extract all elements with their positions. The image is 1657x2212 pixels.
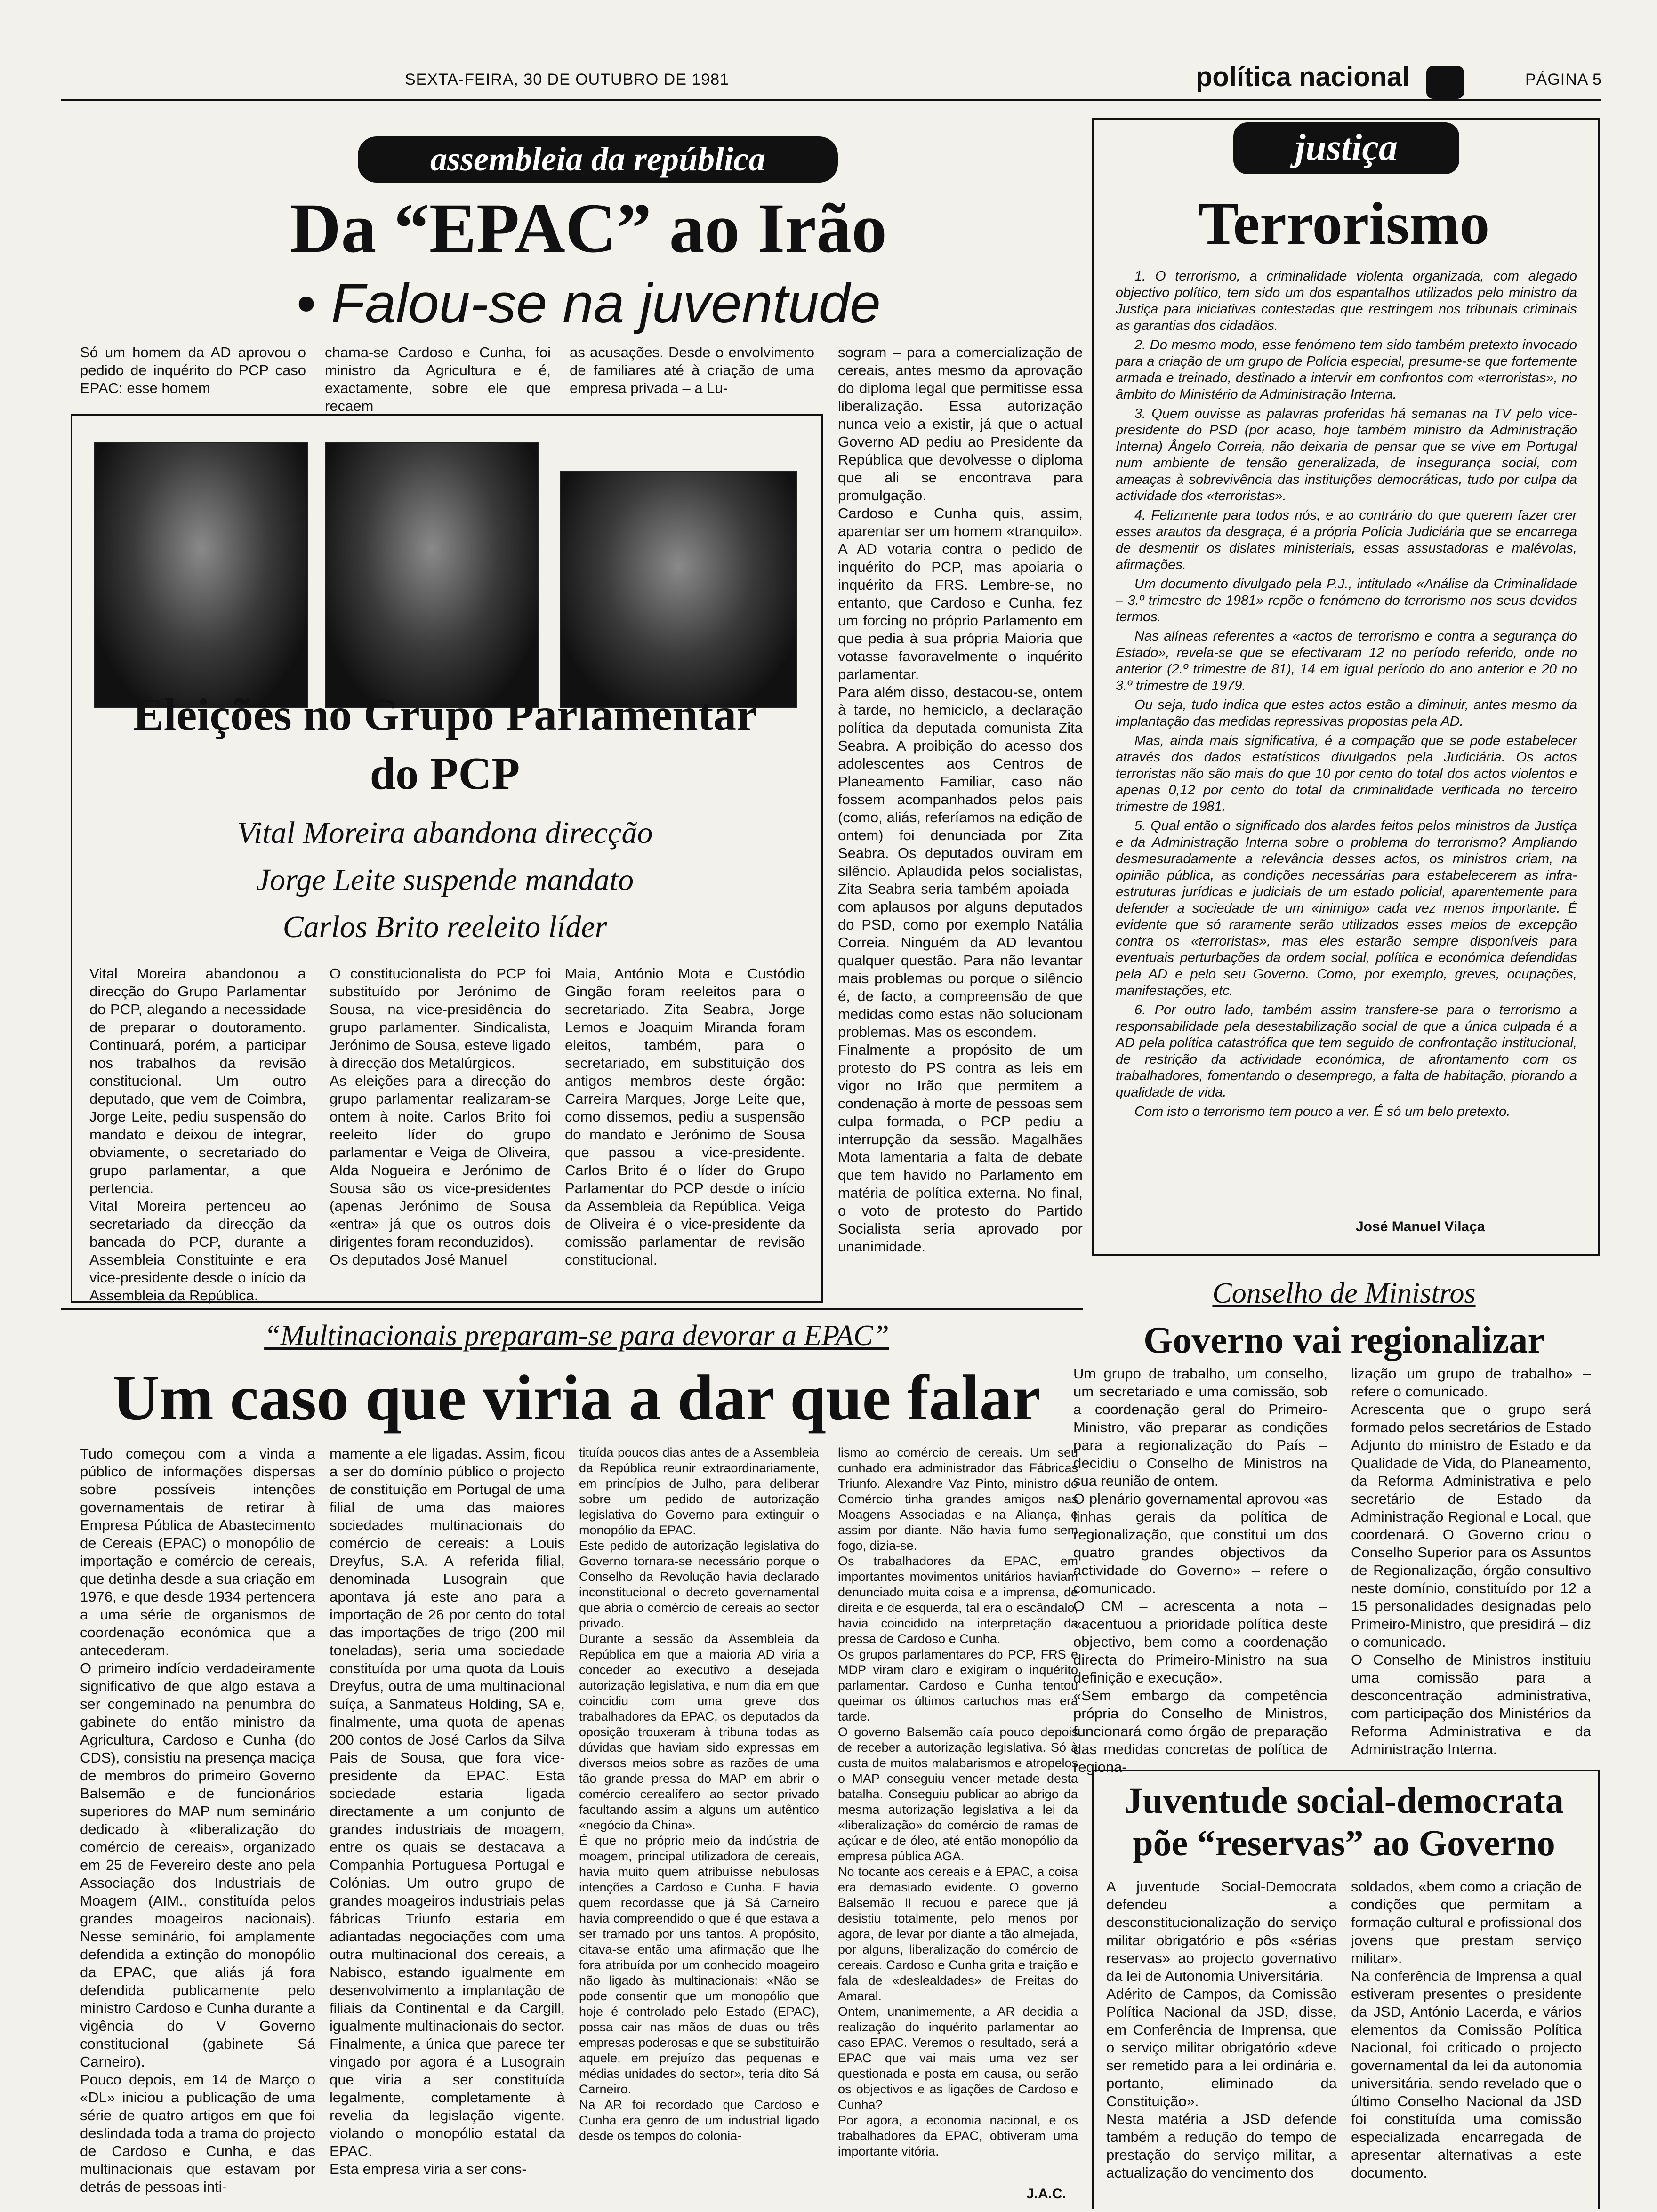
- epac-col-1: Tudo começou com a vinda a público de informações dispersas sobre possíveis intenções governamentais de retirar à Empresa Pública de Abastecimento de Cereais (EPAC) o monopólio de importação e comércio de cereais, que detinha desde a sua criação em 1976, e que desde 1934 pertencera a uma série de organismos de coordenação económica que a antecederam. O primeiro indício verdadeiramente significativo de que algo estava a ser congeminado na penumbra do gabinete do então ministro da Agricultura, Cardoso e Cunha (do CDS), consistiu na presença maciça de membros do primeiro Governo Balsemão e de funcionários superiores do MAP num seminário dedicado à «liberalização do comércio de cereais», organizado em 25 de Fevereiro deste ano pela Associação dos Industriais de Moagem (AIM., constituída pelos grandes moageiros nacionais). Nesse seminário, foi amplamente defendida a extinção do monopólio da EPAC, que aliás já fora defendida publicamente pelo ministro Cardoso e Cunha durante a vigência do V Governo constitucional (gabinete Sá Carneiro). Pouco depois, em 14 de Março o «DL» iniciou a publicação de uma série de quatro artigos em que foi deslindada toda a trama do projecto de Cardoso e Cunha, e das multinacionais que estavam por detrás de pessoas inti-: [80, 1445, 315, 2195]
- terrorismo-paragraph: Um documento divulgado pela P.J., intitulado «Análise da Criminalidade – 3.º trimestre de 1981» repõe o fenómeno do terrorismo nos seus devidos termos.: [1116, 577, 1577, 625]
- epac-col-3: tituída poucos dias antes de a Assembleia da República reunir extraordinariamente, em princípios de Julho, para deliberar sobre um pedido de autorização legislativa do Governo para extinguir o monopólio da EPAC. Este pedido de autorização legislativa do Governo tornara-se necessário porque o Conselho da Revolução havia declarado inconstitucional o decreto governamental que abria o comércio de cereais ao sector privado. Durante a sessão da Assembleia da República em que a maioria AD viria a conceder ao executivo a desejada autorização legislativa, e num dia em que coincidiu com uma greve dos trabalhadores da EPAC, os deputados da oposição trouxeram à tribuna todas as dúvidas que haviam sido expressas em diversos meios sobre as razões de uma tão grande pressa do MAP em abrir o comércio cerealífero ao sector privado facultando assim a alguns um autêntico «negócio da China». É que no próprio meio da indústria de moagem, principal utilizadora de cereais, havia muito quem atribuísse nebulosas intenções a Cardoso e Cunha. E havia quem recordasse que já Sá Carneiro havia compreendido o que é que estava a ser tramado por uns tantos. A propósito, citava-se então uma afirmação que lhe fora atribuída por um conhecido moageiro não ligado às multinacionais: «Não se pode consentir que um monopólio que hoje é controlado pelo Estado (EPAC), possa cair nas mãos de duas ou três empresas poderosas e que se substituirão aquele, em prejuízo das pequenas e médias unidades do sector», teria dito Sá Carneiro. Na AR foi recordado que Cardoso e Cunha era genro de um industrial ligado desde os tempos do colonia-: [579, 1445, 819, 2143]
- pcp-headline-1: Eleições no Grupo Parlamentar: [133, 689, 757, 740]
- pcp-col-1: Vital Moreira abandonou a direcção do Grupo Parlamentar do PCP, alegando a necessidade de preparar o doutoramento. Continuará, porém, a participar nos trabalhos da revisão constitucional. Um outro deputado, que vem de Coimbra, Jorge Leite, pediu suspensão do mandato e deixou de integrar, obviamente, o secretariado do grupo parlamentar, a que pertencia. Vital Moreira pertenceu ao secretariado da direcção da bancada do PCP, durante a Assembleia Constituinte e era vice-presidente desde o início da Assembleia da República.: [89, 965, 306, 1304]
- pcp-headline-2: do PCP: [370, 748, 520, 799]
- terrorismo-paragraph: 1. O terrorismo, a criminalidade violenta organizada, com alegado objectivo político, tem sido um dos espantalhos utilizados pelo ministro da Justiça para iniciativas contestadas que restringem nos tribunais criminais as garantias dos cidadãos.: [1116, 269, 1577, 333]
- epac-headline: Um caso que viria a dar que falar: [113, 1362, 1041, 1434]
- terrorismo-paragraph: 4. Felizmente para todos nós, e ao contrário do que querem fazer crer esses arautos da desgraça, é a própria Polícia Judiciária que se encarrega de desmentir os dislates ministeriais, essas assustadoras e malévolas, afirmações.: [1116, 508, 1577, 572]
- terrorismo-author: José Manuel Vilaça: [1356, 1219, 1485, 1234]
- pcp-subhead-1: Vital Moreira abandona direcção: [237, 816, 653, 850]
- section-logo-icon: [1426, 66, 1464, 99]
- terrorismo-paragraph: Nas alíneas referentes a «actos de terrorismo e contra a segurança do Estado», revela-se que se efectivaram 12 no período referido, onde no anterior (2.º trimestre de 81), 14 em igual período do ano anterior e 20 no 3.º trimestre de 1979.: [1116, 629, 1577, 693]
- juventude-col-1: A juventude Social-Democrata defendeu a desconstitucionalização do serviço militar obrigatório e pôs «sérias reservas» ao projecto governativo da lei de Autonomia Universitária. Adérito de Campos, da Comissão Política Nacional da JSD, disse, em Conferência de Imprensa, que o serviço militar obrigatório «deve ser remetido para a lei ordinária e, portanto, eliminado da Constituição». Nesta matéria a JSD defende também a redução do tempo de prestação do serviço militar, a actualização do vencimento dos: [1106, 1878, 1337, 2181]
- terrorismo-paragraph: Com isto o terrorismo tem pouco a ver. É só um belo pretexto.: [1134, 1104, 1511, 1119]
- assembleia-col-4: sogram – para a comercialização de cereais, antes mesmo da aprovação do diploma legal que permitisse essa liberalização. Essa autorização nunca veio a existir, já que o actual Governo AD pediu ao Presidente da República que devolvesse o diploma que ali se encontrava para promulgação. Cardoso e Cunha quis, assim, aparentar ser um homem «tranquilo». A AD votaria contra o pedido de inquérito do PCP, mas apoiaria o inquérito da FRS. Lembre-se, no entanto, que Cardoso e Cunha, fez um forcing no próprio Parlamento em que pedia à sua própria Maioria que votasse favoravelmente o inquérito parlamentar. Para além disso, destacou-se, ontem à tarde, no hemiciclo, a declaração política da deputada comunista Zita Seabra. A proibição do acesso dos adolescentes aos Centros de Planeamento Familiar, caso não fossem acompanhados pelos pais (como, aliás, referíamos na edição de ontem) foi denunciada por Zita Seabra. Os deputados ouviram em silêncio. Aplaudida pelos socialistas, Zita Seabra seria também apoiada – com aplausos por alguns deputados do PSD, como por exemplo Natália Correia. Ninguém da AD levantou qualquer questão. Para não levantar mais problemas ou porque o silêncio é, de facto, a compreensão de que medidas como estas não solucionam problemas. Mas os escondem. Finalmente a propósito de um protesto do PS contra as leis em vigor no Irão que permitem a condenação à morte de pessoas sem culpa formada, o PCP pediu a interrupção da sessão. Magalhães Mota lamentaria a falta de debate que tem havido no Parlamento em matéria de política externa. No final, o voto de protesto do Partido Socialista seria aprovado por unanimidade.: [838, 344, 1083, 1255]
- conselho-kicker: Conselho de Ministros: [1212, 1277, 1476, 1309]
- photo-vital-moreira: [94, 442, 308, 708]
- pcp-subhead-3: Carlos Brito reeleito líder: [282, 910, 607, 944]
- page-date: SEXTA-FEIRA, 30 DE OUTUBRO DE 1981: [405, 71, 729, 88]
- juventude-headline-1: Juventude social-democrata: [1124, 1780, 1564, 1821]
- epac-iran-headline: Da “EPAC” ao Irão: [290, 189, 887, 267]
- photo-carlos-brito: [560, 471, 797, 708]
- epac-kicker: “Multinacionais preparam-se para devorar a EPAC”: [264, 1320, 889, 1352]
- assembleia-col-1: Só um homem da AD aprovou o pedido de inquérito do PCP caso EPAC: esse homem: [80, 344, 306, 396]
- conselho-headline: Governo vai regionalizar: [1143, 1320, 1544, 1361]
- pcp-col-2: O constitucionalista do PCP foi substituído por Jerónimo de Sousa, na vice-presidência do grupo parlamenter. Sindicalista, Jerónimo de Sousa, esteve ligado à direcção dos Metalúrgicos. As eleições para a direcção do grupo parlamentar realizaram-se ontem à noite. Carlos Brito foi reeleito líder do grupo parlamentar e Veiga de Oliveira, Alda Nogueira e Jerónimo de Sousa são os vice-presidentes (apenas Jerónimo de Sousa «entra» já que os outros dois dirigentes foram reconduzidos). Os deputados José Manuel: [330, 965, 551, 1268]
- terrorismo-paragraph: 5. Qual então o significado dos alardes feitos pelos ministros da Justiça e da Administração Interna sobre o problema do terrorismo? Ampliando desmesuradamente a relevância desses actos, os ministros criam, na opinião pública, as condições necessárias para estabelecerem as infra-estruturas jurídicas e judiciais de um estado policial, aparentemente para defender a sociedade de um «inimigo» cada vez menos importante. É evidente que só raramente serão utilizados esses meios de excepção contra os «terroristas», mas eles estarão sempre disponíveis para eventuais perturbações da ordem social, política e económica defendidas pela AD e pelo seu Governo. Como, por exemplo, greves, ocupações, manifestações, etc.: [1116, 818, 1577, 998]
- conselho-col-2: lização um grupo de trabalho» – refere o comunicado. Acrescenta que o grupo será formado pelos secretários de Estado Adjunto do ministro de Estado e da Qualidade de Vida, do Planeamento, da Reforma Administrativa e pelo secretário de Estado da Administração Regional e Local, que coordenará. O Governo criou o Conselho Superior para os Assuntos de Regionalização, órgão consultivo neste domínio, constituído por 12 a 15 personalidades designadas pelo Primeiro-Ministro, que presidirá – diz o comunicado. O Conselho de Ministros instituiu uma comissão para a desconcentração administrativa, com participação dos Ministérios da Reforma Administrativa e da Administração Interna.: [1351, 1365, 1591, 1757]
- terrorismo-paragraph: 3. Quem ouvisse as palavras proferidas há semanas na TV pelo vice-presidente do PSD (por acaso, hoje também ministro da Administração Interna) Ângelo Correia, não deixaria de pensar que se vive em Portugal num ambiente de tensão generalizada, de insegurança social, com ameaças à sobrevivência das instituições democráticas, tudo por culpa da actividade dos «terroristas».: [1116, 406, 1577, 504]
- juventude-col-2: soldados, «bem como a criação de condições que permitam a formação cultural e profissional dos jovens que prestam serviço militar». Na conferência de Imprensa a qual estiveram presentes o presidente da JSD, António Lacerda, e vários elementos da Comissão Política Nacional, foi criticado o projecto governamental da lei da autonomia universitária, sendo revelado que o último Conselho Nacional da JSD foi constituída uma comissão especializada encarregada de apresentar alternativas a este documento.: [1351, 1878, 1582, 2181]
- assembleia-col-2: chama-se Cardoso e Cunha, foi ministro da Agricultura e é, exactamente, sobre ele que recaem: [325, 344, 551, 414]
- terrorismo-headline: Terrorismo: [1198, 190, 1490, 257]
- epac-iran-subhead: • Falou-se na juventude: [296, 272, 881, 335]
- pcp-col-3: Maia, António Mota e Custódio Gingão foram reeleitos para o secretariado. Zita Seabra, Jorge Lemos e Joaquim Miranda foram eleitos, também, para o secretariado, em substituição dos antigos membros deste órgão: Carreira Marques, Jorge Leite que, como dissemos, pediu a suspensão do mandato e Jerónimo de Sousa que passou a vice-presidente. Carlos Brito é o líder do Grupo Parlamentar do PCP desde o início da Assembleia da República. Veiga de Oliveira é o vice-presidente da comissão parlamentar de revisão constitucional.: [565, 965, 805, 1268]
- section-title: política nacional: [1196, 62, 1410, 92]
- terrorismo-paragraph: 2. Do mesmo modo, esse fenómeno tem sido também pretexto invocado para a criação de um grupo de Polícia especial, presume-se que fortemente armada e treinado, destinado a intervir em confrontos com «terroristas», no âmbito do Ministério da Administração Interna.: [1116, 337, 1577, 402]
- epac-col-2: mamente a ele ligadas. Assim, ficou a ser do domínio público o projecto de constituição em Portugal de uma filial de uma das maiores sociedades multinacionais do comércio de cereais: a Louis Dreyfus, S.A. A referida filial, denominada Lusograin que apontava já este ano para a importação de 26 por cento do total das importações de trigo (200 mil toneladas), seria uma sociedade constituída por uma quota da Louis Dreyfus, outra de uma multinacional suíça, a Sanmateus Holding, SA e, finalmente, uma quota de apenas 200 contos de José Carlos da Silva Pais de Sousa, que fora vice-presidente da EPAC. Esta sociedade estaria ligada directamente a um conjunto de grandes industriais de moagem, entre os quais se destacava a Companhia Portuguesa Portugal e Colónias. Um outro grupo de grandes moageiros industriais pelas fábricas Triunfo estaria em adiantadas negociações com uma outra multinacional dos cereais, a Nabisco, estando igualmente em desenvolvimento a implantação de filiais da Continental e da Cargill, igualmente multinacionais do sector. Finalmente, a única que parece ter vingado por agora é a Lusograin que viria a ser constituída legalmente, completamente à revelia da legislação vigente, violando o monopólio estatal da EPAC. Esta empresa viria a ser cons-: [330, 1445, 565, 2177]
- header-rule: [61, 99, 1601, 101]
- terrorismo-paragraph: 6. Por outro lado, também assim transfere-se para o terrorismo a responsabilidade pela desestabilização social de que a única culpada é a AD pela política catastrófica que tem seguido de confrontação institucional, de restrição da actividade económica, de afrontamento com os trabalhadores, fomentando o desemprego, a falta de habitação, piorando a qualidade de vida.: [1116, 1002, 1577, 1100]
- terrorismo-paragraph: Ou seja, tudo indica que estes actos estão a diminuir, antes mesmo da implantação das medidas repressivas propostas pela AD.: [1116, 697, 1577, 729]
- photo-jeronimo-de-sousa: [325, 442, 539, 708]
- epac-col-4: lismo ao comércio de cereais. Um seu cunhado era administrador das Fábricas Triunfo. Alexandre Vaz Pinto, ministro do Comércio tinha grandes amigos nas Moagens Associadas e na Aliança, e assim por diante. Não havia fumo sem fogo, dizia-se. Os trabalhadores da EPAC, em importantes movimentos unitários haviam denunciado muita coisa e a imprensa, de direita e de esquerda, tal era o escândalo, havia coincidido na interpretação da pressa de Cardoso e Cunha. Os grupos parlamentares do PCP, FRS e MDP viram claro e exigiram o inquérito parlamentar. Cardoso e Cunha tentou queimar os últimos cartuchos mas era tarde. O governo Balsemão caía pouco depois de receber a autorização legislativa. Só à custa de muitos malabarismos e atropelos o MAP conseguiu vencer metade desta batalha. Conseguiu publicar ao abrigo da mesma autorização legislativa a lei da «liberalização» do comércio de ramas de açúcar e de óleo, até então monopólio da empresa pública AGA. No tocante aos cereais e à EPAC, a coisa era demasiado evidente. O governo Balsemão II recuou e parece que já desistiu totalmente, pelo menos por agora, de levar por diante a tão almejada, por alguns, liberalização do comércio de cereais. Cardoso e Cunha grita e traição e fala de «deslealdades» de Freitas do Amaral. Ontem, unanimemente, a AR decidia a realização do inquérito parlamentar ao caso EPAC. Veremos o resultado, será a EPAC que vai mais uma vez ser questionada e posta em causa, ou serão os objectivos e as ligações de Cardoso e Cunha? Por agora, a economia nacional, e os trabalhadores da EPAC, obtiveram uma importante vitória.: [838, 1445, 1078, 2158]
- pcp-subhead-2: Jorge Leite suspende mandato: [256, 863, 634, 897]
- justica-banner: justiça: [1233, 122, 1459, 174]
- conselho-col-1: Um grupo de trabalho, um conselho, um secretariado e uma comissão, sob a coordenação geral do Primeiro-Ministro, vão preparar as condições para a regionalização do País – decidiu o Conselho de Ministros na sua reunião de ontem. O plenário governamental aprovou «as linhas gerais da política de regionalização, que constitui um dos quatro grandes objectivos da actividade do Governo» – refere o comunicado. O CM – acrescenta a nota – «acentuou a prioridade política deste objectivo, bem como a coordenação directa do Primeiro-Ministro na sua definição e execução». «Sem embargo da competência própria do Conselho de Ministros, funcionará como órgão de preparação das medidas concretas de política de regiona-: [1073, 1365, 1327, 1775]
- assembleia-col-3: as acusações. Desde o envolvimento de familiares até à criação de uma empresa privada – a Lu-: [570, 344, 814, 396]
- assembleia-banner: assembleia da república: [358, 136, 838, 183]
- terrorismo-paragraph: Mas, ainda mais significativa, é a compação que se pode estabelecer através dos dados estatísticos divulgados pela Judiciária. Os actos terroristas não são mais do que 10 por cento do total dos actos violentos e apenas 0,12 por cento do total da criminalidade verificada no terceiro trimestre de 1981.: [1116, 733, 1577, 814]
- juventude-headline-2: põe “reservas” ao Governo: [1133, 1822, 1555, 1863]
- page-number: PÁGINA 5: [1525, 71, 1602, 88]
- epac-author: J.A.C.: [1026, 2186, 1067, 2202]
- terrorismo-text: [1116, 268, 1577, 1210]
- epac-top-rule: [61, 1308, 1083, 1310]
